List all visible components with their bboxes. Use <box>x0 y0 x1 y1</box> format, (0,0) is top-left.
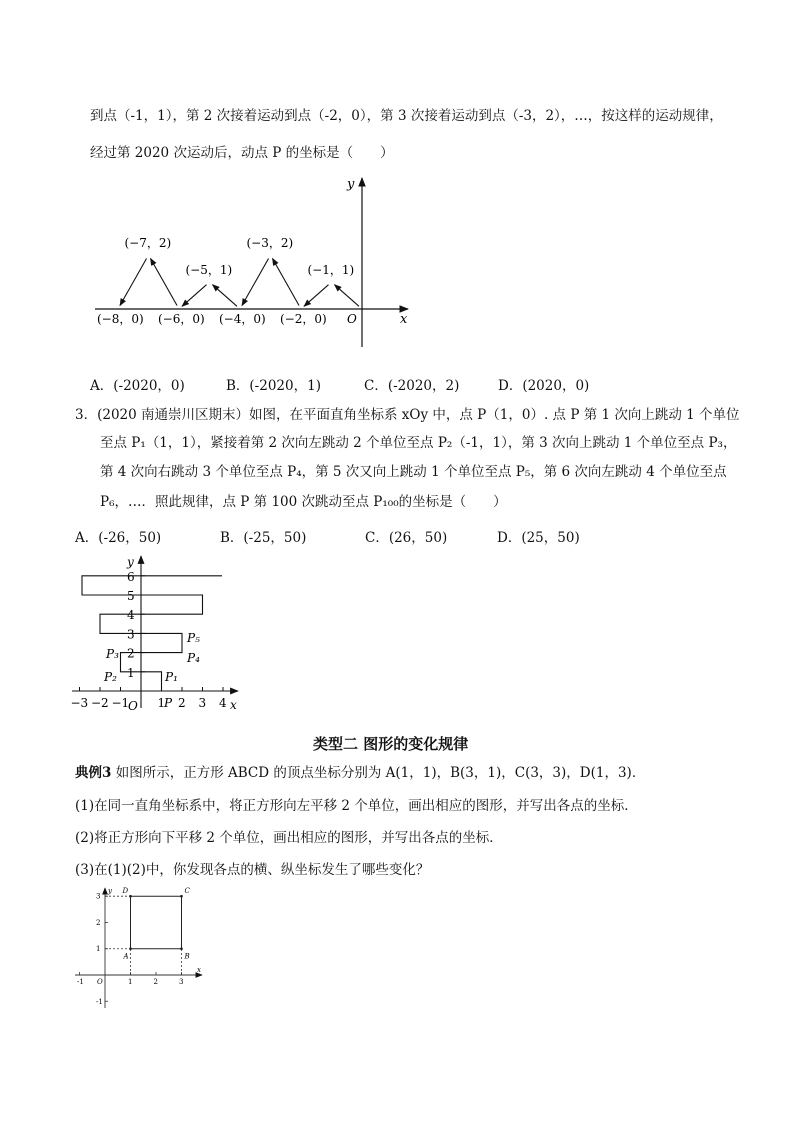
problem2-option-b[interactable]: B．(-2020，1) <box>226 378 321 394</box>
figure1-point-label: (−3，2) <box>246 236 294 250</box>
section-heading: 类型二 图形的变化规律 <box>313 735 469 753</box>
figure2-label-p4: P₄ <box>187 651 200 665</box>
figure2-x-tick-label: −2 <box>91 696 109 710</box>
figure1-point-label: (−7，2) <box>124 236 172 250</box>
figure3-vertex-c <box>180 895 183 898</box>
figure3-vertex-label-c: C <box>184 887 190 896</box>
problem3-option-c[interactable]: C．(26，50) <box>365 530 448 546</box>
problem2-option-d[interactable]: D．(2020，0) <box>498 378 590 394</box>
problem3-option-a[interactable]: A．(-26，50) <box>75 530 162 546</box>
figure3-x-tick-label: 1 <box>128 978 133 986</box>
figure3-square-outline <box>131 896 182 949</box>
figure2-label-p2: P₂ <box>104 670 117 684</box>
example3-question1: (1)在同一直角坐标系中，将正方形向左平移 2 个单位，画出相应的图形，并写出各点的坐标． <box>75 798 638 814</box>
problem2-line1: 到点（-1，1），第 2 次接着运动到点（-2，0），第 3 次接着运动到点（-3，2），…，按这样的运动规律， <box>90 108 723 124</box>
figure3-vertex-b <box>180 947 183 950</box>
figure1-point-label: (−4，0) <box>219 312 266 326</box>
figure3-vertex-label-d: D <box>122 887 129 896</box>
figure2-x-tick-label: 3 <box>198 696 207 710</box>
figure2-y-tick-label: 5 <box>127 589 135 603</box>
figure2-label-p: P <box>164 696 173 710</box>
figure3-x-tick-label: 2 <box>153 978 158 986</box>
figure2-y-tick-label: 4 <box>127 608 135 623</box>
figure2-x-label: x <box>230 698 237 712</box>
figure2-x-tick-label: −1 <box>111 696 130 710</box>
figure3-y-tick-label: 1 <box>96 945 101 954</box>
figure3-y-label: y <box>108 887 112 895</box>
figure3-axes <box>75 887 202 1008</box>
figure2-label-p5: P₅ <box>187 631 200 645</box>
figure3-y-tick-label: -1 <box>96 997 103 1006</box>
figure3-x-tick-label: 3 <box>179 978 184 986</box>
figure3-square <box>105 887 191 975</box>
figure2-x-tick-label: −3 <box>70 696 89 710</box>
problem3-line2: 至点 P₁（1，1），紧接着第 2 次向左跳动 2 个单位至点 P₂（-1，1），第 3 次向上跳动 1 个单位至点 P₃， <box>100 435 737 451</box>
figure2-y-tick-label: 3 <box>127 627 135 642</box>
figure1-point-label: (−6，0) <box>158 312 205 326</box>
figure3-y-tick-label: 3 <box>96 892 101 901</box>
figure3-vertex-label-a: A <box>123 952 129 961</box>
problem2-option-c[interactable]: C．(-2020，2) <box>364 378 460 394</box>
figure2-label-p3: P₃ <box>106 647 119 661</box>
problem3-line1: 3．(2020 南通崇川区期末）如图，在平面直角坐标系 xOy 中，点 P（1，0）. 点 P 第 1 次向上跳动 1 个单位 <box>75 407 740 423</box>
figure2-y-tick-label: 1 <box>127 665 135 680</box>
example3-text: 如图所示，正方形 ABCD 的顶点坐标分别为 A(1，1)，B(3，1)，C(3，3)，D(1，3)． <box>111 765 646 781</box>
figure1-point-label: (−8，0) <box>97 312 144 326</box>
figure2-y-label: y <box>127 555 134 569</box>
problem2-option-a[interactable]: A．(-2020，0) <box>90 378 185 394</box>
figure1-x-label: x <box>400 312 408 327</box>
figure3-x-tick-label: -1 <box>77 978 84 986</box>
figure3-vertex-a <box>129 947 132 950</box>
problem3-line3: 第 4 次向右跳动 3 个单位至点 P₄，第 5 次又向上跳动 1 个单位至点 P₅，第 6 次向左跳动 4 个单位至点 <box>100 464 727 480</box>
problem3-option-b[interactable]: B．(-25，50) <box>220 530 307 546</box>
problem3-line4: P₆，…．照此规律，点 P 第 100 次跳动至点 P₁₀₀的坐标是（ ） <box>100 494 507 510</box>
figure1-origin-label: O <box>347 312 357 326</box>
figure2-label-p1: P₁ <box>165 670 178 684</box>
figure2-y-tick-label: 2 <box>127 646 135 661</box>
example3-label: 典例3 <box>75 765 112 781</box>
figure2-x-tick-label: 2 <box>178 696 186 710</box>
figure3-x-label: x <box>197 966 201 974</box>
figure2-x-tick-label: 1 <box>157 696 166 710</box>
figure1-point-label: (−1，1) <box>307 263 355 277</box>
example3-question3: (3)在(1)(2)中，你发现各点的横、纵坐标发生了哪些变化？ <box>75 862 430 878</box>
figure1-y-label: y <box>347 177 355 192</box>
problem2-line2: 经过第 2020 次运动后，动点 P 的坐标是（ ） <box>90 145 394 161</box>
figure2-x-tick-label: 4 <box>219 696 227 710</box>
figure1-point-label: (−5，1) <box>185 263 233 277</box>
figure3-origin-label: O <box>97 978 103 986</box>
figure2-origin-label: O <box>128 699 138 713</box>
problem3-option-d[interactable]: D．(25，50) <box>497 530 580 546</box>
example3-question2: (2)将正方形向下平移 2 个单位，画出相应的图形，并写出各点的坐标． <box>75 830 503 846</box>
figure3-y-tick-label: 2 <box>96 918 101 927</box>
figure3-vertex-d <box>129 895 132 898</box>
figure3-vertex-label-b: B <box>184 952 190 961</box>
figure2-y-tick-label: 6 <box>127 569 135 584</box>
figure1-point-label: (−2，0) <box>280 312 327 326</box>
